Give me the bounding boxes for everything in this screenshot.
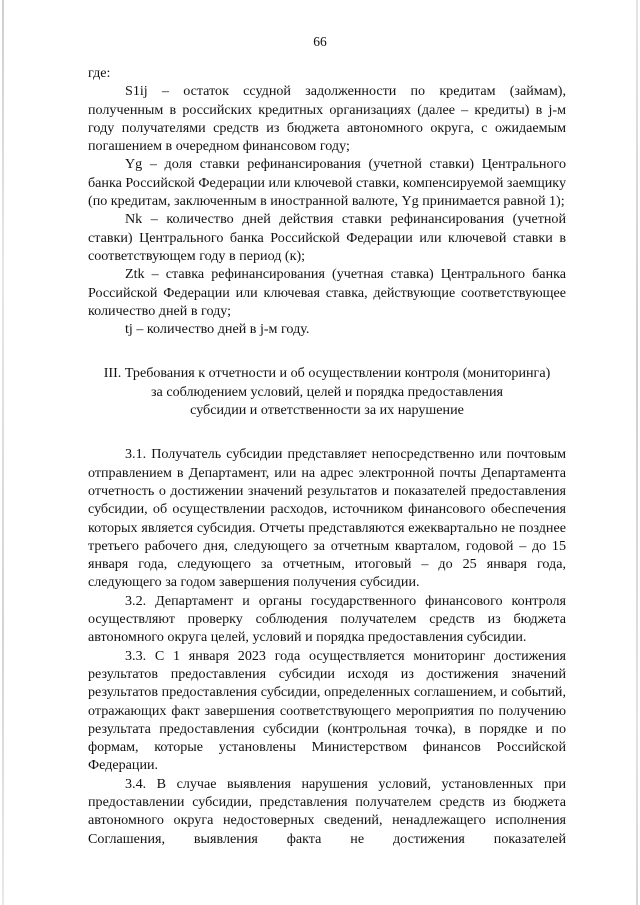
section-heading-line: за соблюдением условий, целей и порядка предоставления — [150, 383, 503, 400]
formula-definitions — [88, 64, 566, 338]
scan-edge-right — [636, 0, 638, 905]
section-heading — [88, 364, 566, 419]
definitions-intro: где: — [88, 65, 111, 81]
section-heading-line: III. Требования к отчетности и об осуществлении контроля (мониторинга) — [103, 365, 551, 382]
document-body — [88, 64, 566, 848]
section-heading-line: субсидии и ответственности за их нарушение — [190, 402, 464, 419]
paragraph-3-4: 3.4. В случае выявления нарушения условий, установленных при предоставлении субсидии, представления получателем средств из бюджета автономного округа недостоверных сведений, ненадлежащего исполнения Соглашения, выявления факта не достижения показателей — [88, 775, 566, 847]
page-number: 66 — [313, 34, 327, 49]
scan-edge-left — [2, 0, 4, 905]
definition-yg: Yg – доля ставки рефинансирования (учетной ставки) Центрального банка Российской Федерации или ключевой ставки, компенсируемой заемщику (по кредитам, заключенным в иностранной валюте, Yg принимается равной 1); — [88, 156, 566, 210]
definition-tj: tj – количество дней в j-м году. — [125, 321, 310, 338]
section-paragraphs — [88, 445, 566, 848]
definition-nk: Nk – количество дней действия ставки рефинансирования (учетной ставки) Центрального банка Российской Федерации или ключевой ставки в соответствующем году в период (к); — [88, 211, 566, 264]
paragraph-3-2: 3.2. Департамент и органы государственного финансового контроля осуществляют проверку соблюдения получателем средств из бюджета автономного округа целей, условий и порядка предоставления субсидии. — [88, 592, 566, 646]
definition-ztk: Ztk – ставка рефинансирования (учетная ставка) Центрального банка Российской Федерации или ключевая ставка, действующие соответствующее количество дней в году; — [88, 266, 566, 319]
paragraph-3-3: 3.3. С 1 января 2023 года осуществляется мониторинг достижения результатов предоставления субсидии исходя из достижения значений результатов предоставления субсидии, определенных соглашением, и событий, отражающих факт завершения соответствующего мероприятия по получению результата предоставления субсидии (контрольная точка), в порядке и по формам, которые установлены Министерством финансов Российской Федерации. — [88, 647, 566, 774]
definition-s1ij: S1ij – остаток ссудной задолженности по кредитам (займам), полученным в российских кредитных организациях (далее – кредиты) в j-м году получателями средств из бюджета автономного округа, с ожидаемым погашением в очередном финансовом году; — [88, 83, 566, 155]
paragraph-3-1: 3.1. Получатель субсидии представляет непосредственно или почтовым отправлением в Департамент, или на адрес электронной почты Департамента отчетность о достижении значений результатов и показателей предоставления субсидии, об осуществлении расходов, источником финансового обеспечения которых является субсидия. Отчеты представляются ежеквартально не позднее третьего рабочего дня, следующего за отчетным кварталом, годовой – до 15 января года, следующего за отчетным, итоговый – до 25 января года, следующего за годом завершения получения субсидии. — [88, 446, 566, 591]
